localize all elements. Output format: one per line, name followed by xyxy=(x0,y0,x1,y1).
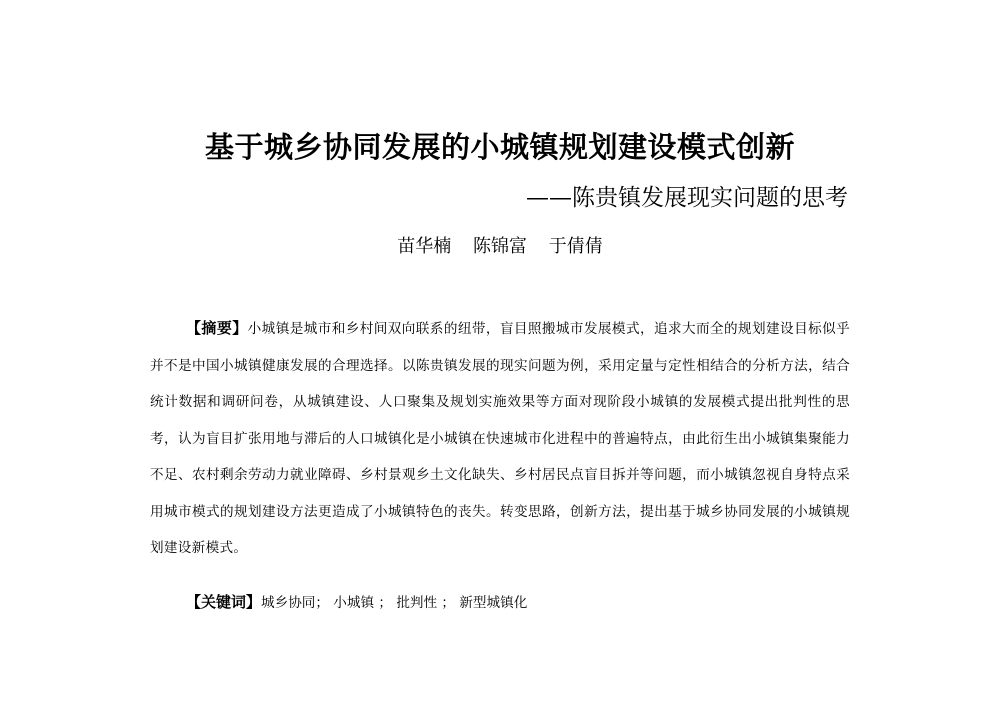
keywords-label: 【关键词】 xyxy=(186,593,262,611)
paper-subtitle: ——陈贵镇发展现实问题的思考 xyxy=(526,185,848,211)
abstract-label: 【摘要】 xyxy=(186,319,248,337)
author-list xyxy=(0,232,1000,262)
paper-title: 基于城乡协同发展的小城镇规划建设模式创新 xyxy=(204,130,795,164)
abstract-text: 小城镇是城市和乡村间双向联系的纽带，盲目照搬城市发展模式，追求大而全的规划建设目标似乎并不是中国小城镇健康发展的合理选择。以陈贵镇发展的现实问题为例，采用定量与定性相结合的分析方法，结合统计数据和调研问卷，从城镇建设、人口聚集及规划实施效果等方面对现阶段小城镇的发展模式提出批判性的思考，认为盲目扩张用地与滞后的人口城镇化是小城镇在快速城市化进程中的普遍特点，由此衍生出小城镇集聚能力不足、农村剩余劳动力就业障碍、乡村景观乡土文化缺失、乡村居民点盲目拆并等问题，而小城镇忽视自身特点采用城市模式的规划建设方法更造成了小城镇特色的丧失。转变思路，创新方法，提出基于城乡协同发展的小城镇规划建设新模式。 xyxy=(150,321,850,556)
author-name: 于倩倩 xyxy=(548,236,603,257)
keywords-paragraph xyxy=(150,584,850,621)
keywords-text: 城乡协同； 小城镇 ； 批判性 ； 新型城镇化 xyxy=(261,595,528,611)
author-name: 陈锦富 xyxy=(473,236,527,257)
abstract-paragraph xyxy=(150,310,850,567)
author-name: 苗华楠 xyxy=(397,236,452,257)
